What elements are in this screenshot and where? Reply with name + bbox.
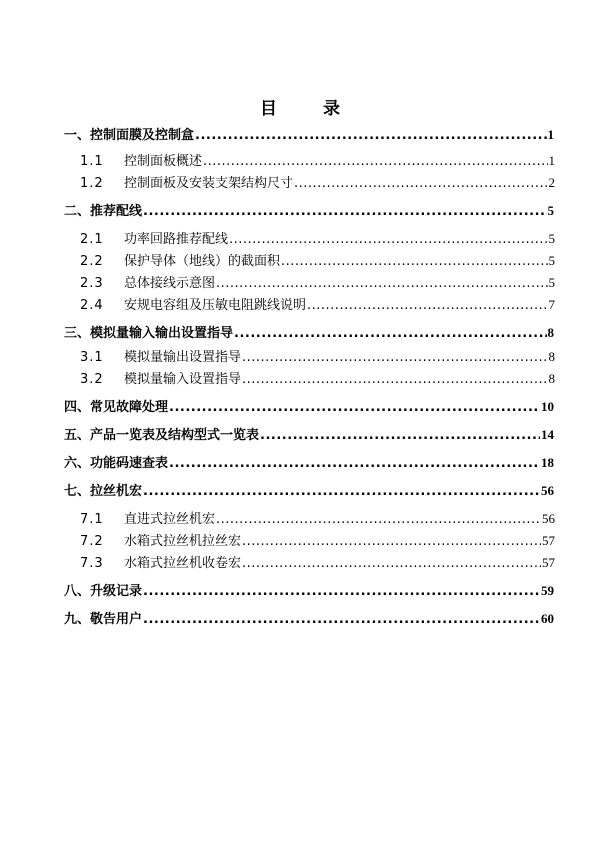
toc-dot-leader [242,531,541,553]
toc-entry-number: 三、 [64,326,91,341]
toc-entry-title: 直进式拉丝机宏 [124,512,216,527]
toc-entry-number: 2.1 [80,232,104,247]
toc-entry-title: 常见故障处理 [90,400,169,415]
toc-entry-number: 7.3 [80,556,104,571]
toc-section-entry[interactable] [80,552,555,574]
toc-section-entry[interactable] [80,228,555,250]
toc-entry-page: 8 [548,349,555,364]
toc-section-entry[interactable] [80,530,555,552]
toc-chapter-entry[interactable] [64,396,554,418]
toc-dot-leader [143,201,546,223]
toc-entry-number: 2.2 [80,254,104,269]
toc-dot-leader [143,481,540,503]
toc-entry-number: 四、 [64,400,91,415]
toc-entry-page: 8 [547,325,554,340]
toc-section-entry[interactable] [80,150,555,172]
toc-dot-leader [143,581,540,603]
toc-chapter-entry[interactable] [64,424,554,446]
toc-entry-title: 控制面板概述 [124,154,203,169]
toc-title-left: 目 [260,99,277,119]
toc-dot-leader [294,173,547,195]
toc-entry-number: 3.2 [80,372,104,387]
toc-dot-leader [242,553,541,575]
toc-dot-leader [143,609,540,631]
toc-entry-number: 1.1 [80,154,104,169]
toc-chapter-entry[interactable] [64,608,554,630]
toc-dot-leader [307,295,547,317]
toc-entry-number: 五、 [64,428,91,443]
toc-chapter-entry[interactable] [64,580,554,602]
toc-chapter-entry[interactable] [64,322,554,344]
toc-entry-title: 模拟量输入输出设置指导 [90,326,234,341]
toc-entry-page: 5 [547,203,554,218]
toc-chapter-entry[interactable] [64,124,554,146]
toc-entry-page: 1 [547,127,554,142]
toc-entry-number: 二、 [64,204,91,219]
toc-dot-leader [242,369,547,391]
toc-entry-page: 56 [542,511,555,526]
toc-entry-page: 5 [548,231,555,246]
toc-section-entry[interactable] [80,346,555,368]
toc-entry-title: 总体接线示意图 [124,276,216,291]
toc-entry-number: 3.1 [80,350,104,365]
toc-section-entry[interactable] [80,250,555,272]
toc-dot-leader [260,425,540,447]
toc-entry-title: 水箱式拉丝机拉丝宏 [124,534,242,549]
toc-title-right: 录 [323,99,340,119]
toc-entry-title: 敬告用户 [90,612,143,627]
toc-entry-page: 1 [548,153,555,168]
toc-dot-leader [242,347,547,369]
toc-entry-number: 7.2 [80,534,104,549]
toc-entry-page: 14 [541,427,554,442]
toc-dot-leader [169,397,540,419]
toc-entry-title: 控制面膜及控制盒 [90,128,195,143]
toc-entry-title: 升级记录 [90,584,143,599]
toc-entry-title: 控制面板及安装支架结构尺寸 [124,176,294,191]
toc-entry-title: 功率回路推荐配线 [124,232,229,247]
toc-title [0,94,600,119]
toc-dot-leader [195,125,546,147]
toc-entry-page: 57 [542,555,555,570]
toc-entry-number: 六、 [64,456,91,471]
toc-entry-number: 一、 [64,128,91,143]
toc-dot-leader [203,151,547,173]
toc-dot-leader [234,323,546,345]
toc-entry-title: 安规电容组及压敏电阻跳线说明 [124,298,307,313]
toc-entry-number: 2.3 [80,276,104,291]
toc-chapter-entry[interactable] [64,480,554,502]
toc-dot-leader [281,251,547,273]
toc-entry-page: 10 [541,399,554,414]
toc-entry-number: 1.2 [80,176,104,191]
toc-entry-page: 8 [548,371,555,386]
toc-section-entry[interactable] [80,294,555,316]
toc-entry-title: 拉丝机宏 [90,484,143,499]
toc-section-entry[interactable] [80,508,555,530]
toc-entry-page: 57 [542,533,555,548]
toc-entry-title: 模拟量输出设置指导 [124,350,242,365]
toc-section-entry[interactable] [80,272,555,294]
toc-entry-title: 水箱式拉丝机收卷宏 [124,556,242,571]
toc-dot-leader [216,509,541,531]
toc-entry-title: 保护导体（地线）的截面积 [124,254,281,269]
toc-dot-leader [229,229,547,251]
toc-entry-number: 2.4 [80,298,104,313]
toc-section-entry[interactable] [80,172,555,194]
toc-dot-leader [169,453,540,475]
toc-entry-page: 7 [548,297,555,312]
toc-entry-title: 推荐配线 [90,204,143,219]
toc-chapter-entry[interactable] [64,200,554,222]
toc-entry-number: 九、 [64,612,91,627]
toc-entry-page: 18 [541,455,554,470]
toc-entry-page: 56 [541,483,554,498]
toc-entry-page: 59 [541,583,554,598]
toc-entry-title: 产品一览表及结构型式一览表 [90,428,260,443]
toc-entry-title: 模拟量输入设置指导 [124,372,242,387]
toc-entry-page: 5 [548,275,555,290]
toc-entry-number: 七、 [64,484,91,499]
toc-entry-title: 功能码速查表 [90,456,169,471]
toc-entry-number: 7.1 [80,512,104,527]
toc-entry-page: 5 [548,253,555,268]
toc-dot-leader [216,273,547,295]
toc-entry-page: 60 [541,611,554,626]
toc-section-entry[interactable] [80,368,555,390]
toc-chapter-entry[interactable] [64,452,554,474]
toc-entry-number: 八、 [64,584,91,599]
toc-entry-page: 2 [548,175,555,190]
